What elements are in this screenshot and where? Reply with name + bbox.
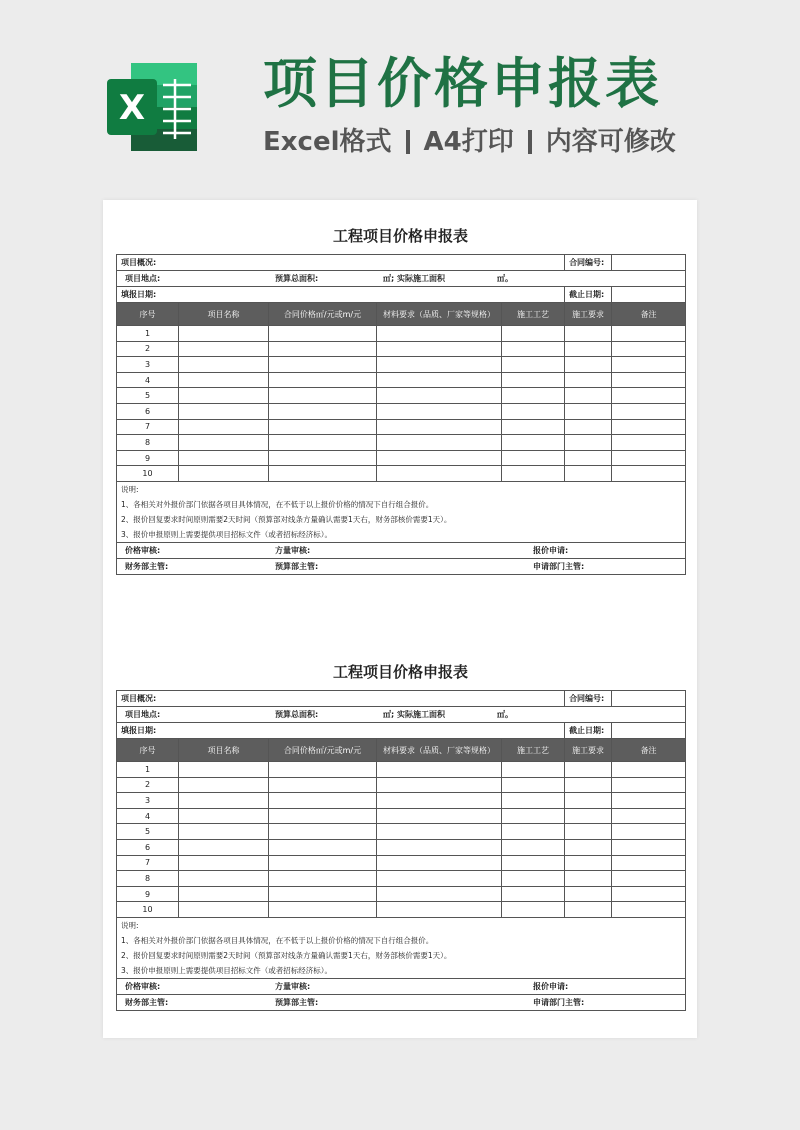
table-cell[interactable] [179, 871, 269, 887]
table-cell[interactable] [269, 902, 377, 918]
project-location-label: 项目地点: [125, 710, 161, 719]
table-row [117, 326, 686, 342]
info-table [116, 690, 686, 1011]
table-cell[interactable] [179, 466, 269, 482]
table-cell[interactable] [612, 357, 686, 373]
excel-logo-icon [103, 57, 203, 157]
table-cell[interactable] [612, 839, 686, 855]
table-row [117, 871, 686, 887]
row-index: 5 [117, 388, 179, 404]
price-review-label: 价格审核: [125, 981, 161, 991]
row-index: 9 [117, 886, 179, 902]
table-cell[interactable] [179, 902, 269, 918]
table-row [117, 341, 686, 357]
col-header-name: 项目名称 [179, 739, 269, 762]
table-cell[interactable] [502, 372, 565, 388]
col-header-requirement: 施工要求 [565, 739, 612, 762]
table-cell[interactable] [502, 450, 565, 466]
table-cell[interactable] [612, 435, 686, 451]
table-cell[interactable] [377, 793, 502, 809]
project-overview-label[interactable]: 项目概况: [117, 691, 565, 707]
table-cell[interactable] [565, 466, 612, 482]
table-cell[interactable] [377, 450, 502, 466]
table-cell[interactable] [612, 341, 686, 357]
table-cell[interactable] [565, 762, 612, 778]
table-cell[interactable] [565, 357, 612, 373]
table-cell[interactable] [565, 808, 612, 824]
table-cell[interactable] [179, 855, 269, 871]
banner [0, 0, 800, 200]
review-row[interactable] [117, 542, 686, 558]
row-index: 3 [117, 793, 179, 809]
project-location-label: 项目地点: [125, 274, 161, 283]
table-cell[interactable] [565, 326, 612, 342]
subtitle-print: A4打印 [423, 127, 514, 157]
table-cell[interactable] [377, 886, 502, 902]
table-cell[interactable] [612, 326, 686, 342]
table-cell[interactable] [502, 871, 565, 887]
row-index: 5 [117, 824, 179, 840]
table-cell[interactable] [502, 808, 565, 824]
table-cell[interactable] [612, 886, 686, 902]
table-cell[interactable] [502, 886, 565, 902]
table-cell[interactable] [502, 357, 565, 373]
table-cell[interactable] [565, 824, 612, 840]
apply-dept-head-label: 申请部门主管: [533, 997, 585, 1007]
budget-area-label: 预算总面积: [275, 274, 319, 283]
table-cell[interactable] [502, 403, 565, 419]
row-index: 4 [117, 808, 179, 824]
table-cell[interactable] [502, 419, 565, 435]
note-item: 1、各相关对外报价部门依据各项目具体情况，在不低于以上报价价格的情况下自行组合报价。 [117, 933, 686, 948]
table-cell[interactable] [565, 388, 612, 404]
subtitle-editable: 内容可修改 [545, 127, 676, 157]
row-index: 3 [117, 357, 179, 373]
finance-head-label: 财务部主管: [125, 561, 169, 571]
project-location-row[interactable] [117, 707, 686, 723]
table-cell[interactable] [377, 808, 502, 824]
row-index: 2 [117, 777, 179, 793]
table-row [117, 793, 686, 809]
table-cell[interactable] [565, 777, 612, 793]
quote-apply-label: 报价申请: [533, 545, 569, 555]
table-row [117, 824, 686, 840]
table-cell[interactable] [565, 855, 612, 871]
table-cell[interactable] [565, 341, 612, 357]
table-row [117, 466, 686, 482]
table-cell[interactable] [269, 341, 377, 357]
deadline-value[interactable] [612, 723, 686, 739]
table-cell[interactable] [612, 403, 686, 419]
table-row [117, 435, 686, 451]
table-cell[interactable] [565, 902, 612, 918]
table-cell[interactable] [269, 886, 377, 902]
info-table [116, 254, 686, 575]
table-cell[interactable] [269, 777, 377, 793]
table-row [117, 357, 686, 373]
table-row [117, 839, 686, 855]
table-cell[interactable] [269, 357, 377, 373]
table-cell[interactable] [179, 341, 269, 357]
table-row [117, 450, 686, 466]
row-index: 1 [117, 762, 179, 778]
table-cell[interactable] [377, 388, 502, 404]
deadline-value[interactable] [612, 287, 686, 303]
table-cell[interactable] [179, 777, 269, 793]
price-form [116, 636, 685, 1011]
table-row [117, 388, 686, 404]
table-cell[interactable] [612, 824, 686, 840]
table-cell[interactable] [565, 839, 612, 855]
table-cell[interactable] [269, 824, 377, 840]
table-cell[interactable] [377, 777, 502, 793]
table-cell[interactable] [269, 839, 377, 855]
table-header-row [117, 739, 686, 762]
table-cell[interactable] [502, 855, 565, 871]
price-review-label: 价格审核: [125, 545, 161, 555]
row-index: 9 [117, 450, 179, 466]
table-cell[interactable] [502, 824, 565, 840]
table-cell[interactable] [377, 326, 502, 342]
col-header-requirement: 施工要求 [565, 303, 612, 326]
paper-sheet [103, 200, 697, 1038]
col-header-material: 材料要求（品质、厂家等规格） [377, 303, 502, 326]
table-cell[interactable] [269, 388, 377, 404]
table-header-row [117, 303, 686, 326]
col-header-name: 项目名称 [179, 303, 269, 326]
table-cell[interactable] [179, 808, 269, 824]
col-header-index: 序号 [117, 303, 179, 326]
col-header-material: 材料要求（品质、厂家等规格） [377, 739, 502, 762]
unit-m2: ㎡; [383, 274, 395, 283]
table-cell[interactable] [179, 824, 269, 840]
actual-area-label: 实际施工面积 [397, 710, 445, 719]
table-cell[interactable] [612, 902, 686, 918]
row-index: 10 [117, 466, 179, 482]
table-cell[interactable] [179, 762, 269, 778]
row-index: 1 [117, 326, 179, 342]
table-cell[interactable] [179, 372, 269, 388]
table-cell[interactable] [179, 450, 269, 466]
row-index: 6 [117, 839, 179, 855]
table-row [117, 855, 686, 871]
form-title: 工程项目价格申报表 [332, 227, 468, 245]
table-cell[interactable] [377, 855, 502, 871]
row-index: 8 [117, 435, 179, 451]
table-cell[interactable] [612, 372, 686, 388]
table-cell[interactable] [565, 372, 612, 388]
table-cell[interactable] [565, 450, 612, 466]
row-index: 8 [117, 871, 179, 887]
unit-m2-end: ㎡。 [497, 274, 513, 283]
subtitle-format: Excel格式 [263, 127, 392, 157]
col-header-price: 合同价格㎡/元或m/元 [269, 739, 377, 762]
note-item: 3、报价申报原则上需要提供项目招标文件（或者招标经济标）。 [117, 963, 686, 979]
table-cell[interactable] [565, 871, 612, 887]
table-row [117, 762, 686, 778]
col-header-process: 施工工艺 [502, 303, 565, 326]
price-form [116, 200, 685, 575]
table-cell[interactable] [612, 762, 686, 778]
table-cell[interactable] [612, 388, 686, 404]
table-cell[interactable] [565, 886, 612, 902]
table-cell[interactable] [179, 357, 269, 373]
table-cell[interactable] [377, 435, 502, 451]
table-cell[interactable] [612, 871, 686, 887]
project-overview-label[interactable]: 项目概况: [117, 255, 565, 271]
actual-area-label: 实际施工面积 [397, 274, 445, 283]
table-cell[interactable] [377, 902, 502, 918]
table-row [117, 886, 686, 902]
table-cell[interactable] [179, 435, 269, 451]
table-cell[interactable] [502, 793, 565, 809]
table-cell[interactable] [269, 326, 377, 342]
note-item: 2、报价回复要求时间原则需要2天时间（预算部对线条方量确认需要1天右，财务部核价需要1天）。 [117, 512, 686, 527]
table-cell[interactable] [269, 855, 377, 871]
contract-no-value[interactable] [612, 691, 686, 707]
fill-date-label[interactable]: 填报日期: [117, 723, 565, 739]
table-row [117, 902, 686, 918]
table-cell[interactable] [612, 466, 686, 482]
table-cell[interactable] [179, 793, 269, 809]
deadline-label: 截止日期: [565, 287, 612, 303]
banner-subtitle [263, 125, 703, 159]
table-cell[interactable] [377, 403, 502, 419]
table-cell[interactable] [377, 466, 502, 482]
table-cell[interactable] [377, 871, 502, 887]
apply-dept-head-label: 申请部门主管: [533, 561, 585, 571]
table-cell[interactable] [502, 902, 565, 918]
table-cell[interactable] [565, 419, 612, 435]
table-cell[interactable] [612, 855, 686, 871]
table-cell[interactable] [502, 435, 565, 451]
project-location-row[interactable] [117, 271, 686, 287]
unit-m2: ㎡; [383, 710, 395, 719]
budget-area-label: 预算总面积: [275, 710, 319, 719]
unit-m2-end: ㎡。 [497, 710, 513, 719]
table-cell[interactable] [269, 466, 377, 482]
table-cell[interactable] [179, 326, 269, 342]
fill-date-label[interactable]: 填报日期: [117, 287, 565, 303]
form-title: 工程项目价格申报表 [332, 663, 468, 681]
table-cell[interactable] [502, 326, 565, 342]
contract-no-label: 合同编号: [565, 255, 612, 271]
table-cell[interactable] [502, 466, 565, 482]
table-cell[interactable] [269, 871, 377, 887]
col-header-remark: 备注 [612, 303, 686, 326]
separator [528, 130, 532, 154]
table-cell[interactable] [377, 341, 502, 357]
table-cell[interactable] [612, 808, 686, 824]
col-header-index: 序号 [117, 739, 179, 762]
table-cell[interactable] [377, 839, 502, 855]
quantity-review-label: 方量审核: [275, 545, 311, 555]
table-cell[interactable] [179, 388, 269, 404]
table-cell[interactable] [612, 450, 686, 466]
table-cell[interactable] [565, 435, 612, 451]
table-cell[interactable] [269, 808, 377, 824]
table-row [117, 372, 686, 388]
supervisor-row[interactable] [117, 558, 686, 574]
contract-no-label: 合同编号: [565, 691, 612, 707]
table-cell[interactable] [269, 403, 377, 419]
supervisor-row[interactable] [117, 994, 686, 1010]
notes-heading: 说明: [117, 917, 686, 933]
table-cell[interactable] [377, 357, 502, 373]
table-cell[interactable] [612, 793, 686, 809]
quote-apply-label: 报价申请: [533, 981, 569, 991]
table-cell[interactable] [377, 372, 502, 388]
budget-head-label: 预算部主管: [275, 561, 319, 571]
deadline-label: 截止日期: [565, 723, 612, 739]
table-cell[interactable] [565, 793, 612, 809]
logo-letter: X [118, 88, 146, 128]
row-index: 10 [117, 902, 179, 918]
table-cell[interactable] [269, 450, 377, 466]
budget-head-label: 预算部主管: [275, 997, 319, 1007]
table-cell[interactable] [269, 762, 377, 778]
table-cell[interactable] [269, 435, 377, 451]
table-cell[interactable] [179, 403, 269, 419]
row-index: 7 [117, 855, 179, 871]
table-cell[interactable] [179, 839, 269, 855]
table-cell[interactable] [565, 403, 612, 419]
note-item: 2、报价回复要求时间原则需要2天时间（预算部对线条方量确认需要1天右，财务部核价需要1天）。 [117, 948, 686, 963]
table-cell[interactable] [179, 419, 269, 435]
notes-heading: 说明: [117, 481, 686, 497]
note-item: 1、各相关对外报价部门依据各项目具体情况，在不低于以上报价价格的情况下自行组合报价。 [117, 497, 686, 512]
contract-no-value[interactable] [612, 255, 686, 271]
table-cell[interactable] [502, 388, 565, 404]
table-row [117, 419, 686, 435]
table-row [117, 808, 686, 824]
table-cell[interactable] [502, 839, 565, 855]
table-cell[interactable] [377, 419, 502, 435]
table-cell[interactable] [179, 886, 269, 902]
quantity-review-label: 方量审核: [275, 981, 311, 991]
table-cell[interactable] [269, 372, 377, 388]
row-index: 2 [117, 341, 179, 357]
table-cell[interactable] [502, 341, 565, 357]
col-header-process: 施工工艺 [502, 739, 565, 762]
table-cell[interactable] [612, 777, 686, 793]
col-header-remark: 备注 [612, 739, 686, 762]
row-index: 4 [117, 372, 179, 388]
col-header-price: 合同价格㎡/元或m/元 [269, 303, 377, 326]
table-row [117, 403, 686, 419]
finance-head-label: 财务部主管: [125, 997, 169, 1007]
table-cell[interactable] [377, 762, 502, 778]
row-index: 6 [117, 403, 179, 419]
table-cell[interactable] [269, 419, 377, 435]
table-cell[interactable] [502, 762, 565, 778]
table-row [117, 777, 686, 793]
banner-title: 项目价格申报表 [263, 52, 662, 115]
note-item: 3、报价申报原则上需要提供项目招标文件（或者招标经济标）。 [117, 527, 686, 543]
review-row[interactable] [117, 978, 686, 994]
table-cell[interactable] [377, 824, 502, 840]
table-cell[interactable] [612, 419, 686, 435]
separator [406, 130, 410, 154]
table-cell[interactable] [502, 777, 565, 793]
table-cell[interactable] [269, 793, 377, 809]
row-index: 7 [117, 419, 179, 435]
